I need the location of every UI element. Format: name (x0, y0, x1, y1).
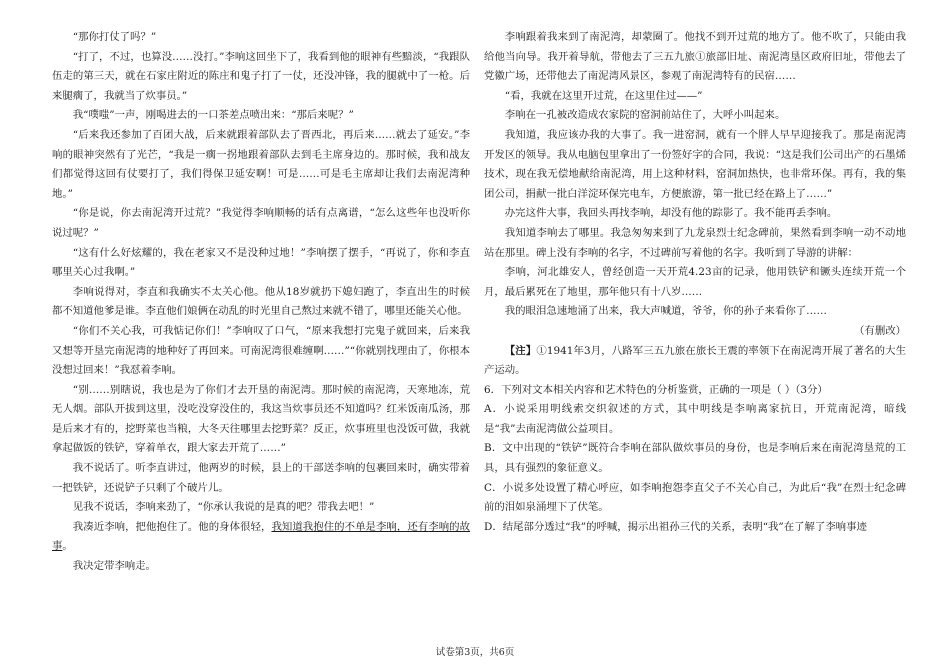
left-column (52, 28, 470, 577)
paragraph: “这有什么好炫耀的，我在老家又不是没种过地！”李响摆了摆手，“再说了，你和李直哪里关心过我啊。” (52, 246, 470, 279)
note-text: ①1941年3月，八路军三五九旅在旅长王震的率领下在南泥湾开展了著名的大生产运动。 (484, 344, 906, 377)
paragraph: “别……别瞎说，我也是为了你们才去开垦的南泥湾。那时候的南泥湾，天寒地冻，荒无人烟。部队开拔到这里，没吃没穿没住的，我这当炊事员还不知道吗？红米饭南瓜汤，那是后来才有的，挖野菜也当粮，大冬天往哪里去挖野菜？反正，炊事班里也没饭可做，我就拿起做饭的铁铲，穿着单衣，跟大家去开荒了……” (52, 383, 470, 455)
underlined-prefix: 我凑近李响，把他抱住了。他的身体很轻，我知道我抱住的不单是李响，还有李响的故事。 (52, 520, 471, 553)
note-label: 【注】 (504, 344, 537, 357)
paragraph: 见我不说话，李响来劲了，“你承认我说的是真的吧？带我去吧！” (72, 501, 375, 514)
source-note: （有删改） (854, 324, 906, 337)
paragraph: 我不说话了。听李直讲过，他两岁的时候，县上的干部送李响的包裹回来时，确实带着一把铁铲，还说铲子只剩了个破片儿。 (52, 462, 470, 494)
paragraph: 我决定带李响走。 (72, 560, 156, 573)
paragraph: “后来我还参加了百团大战，后来就跟着部队去了晋西北，再后来……就去了延安。”李响的眼神突然有了光芒，“我是一瘸一拐地跟着部队去到毛主席身边的。那时候，我和战友们都觉得这回有仗要打了，我们得保卫延安啊！可是……可是毛主席却让我们去南泥湾种地。” (52, 128, 470, 200)
underlined-text: 李响的故事 (52, 520, 471, 553)
paragraph: 李响跟着我来到了南泥湾，却蒙圈了。他找不到开过荒的地方了。他不吹了，只能由我给他当向导。我开着导航，带他去了三五九旅①旅部旧址、南泥湾垦区政府旧址，带他去了党徽广场，还带他去了南泥湾风景区，参观了南泥湾特有的民宿…… (484, 31, 906, 83)
question-stem: 6．下列对文本相关内容和艺术特色的分析鉴赏，正确的一项是（ ）（3分） (484, 383, 828, 396)
page-footer: 试卷第3页，共6页 (435, 647, 515, 658)
paragraph: 我的眼泪急速地涌了出来，我大声喊道，爷爷，你的孙子来看你了…… (504, 305, 827, 318)
option-a: A．小说采用明线索交织叙述的方式，其中明线是李响离家抗日，开荒南泥湾，暗线是“我”去南泥湾做公益项目。 (484, 403, 906, 435)
paragraph: “你们不关心我，可我惦记你们！”李响叹了口气，“原来我想打完鬼子就回来，后来我又想等开垦完南泥湾的地种好了再回来。可南泥湾很难缠啊……”“你就别找理由了，你根本没想过回来！”我怼着李响。 (52, 324, 470, 377)
right-column (484, 28, 906, 537)
paragraph: 李响在一孔被改造成农家院的窑洞前站住了，大呼小叫起来。 (504, 109, 786, 122)
option-d: D．结尾部分透过“我”的呼喊，揭示出祖孙三代的关系，表明“我”在了解了李响事迹 (484, 520, 867, 533)
paragraph: 我知道李响去了哪里。我急匆匆来到了九龙泉烈士纪念碑前，果然看到李响一动不动地站在那里。碑上没有李响的名字，不过碑前写着他的名字。我听到了导游的讲解： (484, 226, 906, 259)
paragraph: 办完这件大事，我回头再找李响，却没有他的踪影了。我不能再丢李响。 (504, 207, 838, 220)
paragraph: “那你打仗了吗？” (72, 31, 157, 43)
option-c: C．小说多处设置了精心呼应，如李响抱怨李直父子不关心自己，为此后“我”在烈士纪念碑前的泪如泉涌埋下了伏笔。 (484, 481, 906, 514)
paragraph-with-underline (52, 518, 470, 557)
underlined-text: 我知道我抱住的不单是李响，还有 (271, 520, 429, 533)
paragraph: 我知道，我应该办我的大事了。我一进窑洞，就有一个胖人早早迎接我了。那是南泥湾开发区的领导。我从电脑包里拿出了一份签好字的合同，我说：“这是我们公司出产的石墨烯技术，现在我无偿地献给南泥湾，用上这种材料，窑洞加热快，也非常环保。再有，我的集团公司，捐献一批白洋淀环保完电车，方便旅游，第一批已经在路上了……” (484, 128, 906, 200)
paragraph: “打了，不过，也算没……没打。”李响这回坐下了，我看到他的眼神有些黯淡，“我跟队伍走的第三天，就在石家庄附近的陈庄和鬼子打了一仗，还没冲锋，我的腿就中了一枪。后来腿瘸了，我就当了炊事员。” (52, 50, 470, 102)
annotation (484, 342, 906, 381)
paragraph: “你是说，你去南泥湾开过荒？”我觉得李响顺畅的话有点离谱，“怎么这些年也没听你说过呢？” (52, 207, 470, 239)
paragraph: 李响，河北雄安人，曾经创造一天开荒4.23亩的记录，他用铁铲和镢头连续开荒一个月，最后累死在了地里，那年他只有十八岁…… (484, 266, 906, 298)
paragraph: 李响说得对，李直和我确实不太关心他。他从18岁就扔下媳妇跑了，李直出生的时候都不知道他爹是谁。李直他们娘俩在动乱的时光里自己熬过来就不错了，哪里还能关心他。 (52, 285, 470, 318)
option-b: B．文中出现的“铁铲”既符合李响在部队做炊事员的身份，也是李响后来在南泥湾垦荒的工具，具有强烈的象征意义。 (484, 442, 906, 475)
paragraph: “看，我就在这里开过荒，在这里住过——” (504, 89, 703, 102)
paragraph: 我“噗嗤”一声，刚喝进去的一口茶差点喷出来：“那后来呢？” (72, 109, 354, 122)
